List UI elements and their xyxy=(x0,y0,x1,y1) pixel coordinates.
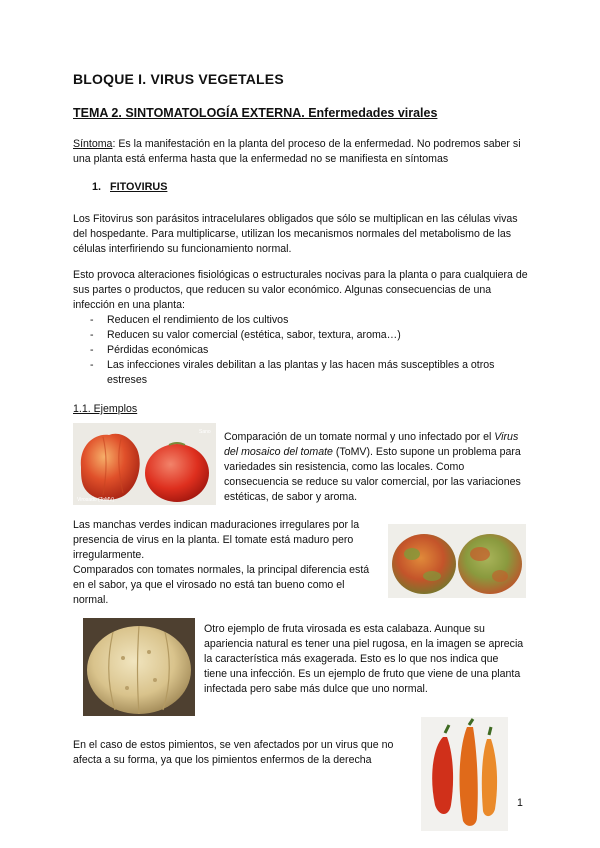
consequences-list xyxy=(73,313,533,388)
tomato-illustration xyxy=(73,423,216,505)
tomato-text-part1: Comparación de un tomate normal y uno infectado por el xyxy=(224,431,495,443)
peppers-illustration xyxy=(421,717,508,831)
list-item xyxy=(73,313,533,328)
topic-title: TEMA 2. SINTOMATOLOGÍA EXTERNA. Enfermedades virales xyxy=(73,106,438,120)
sintoma-text: : Es la manifestación en la planta del proceso de la enfermedad. No podremos saber si una planta está enferma hasta que la enfermedad no se manifiesta en síntomas xyxy=(73,138,521,165)
bullet-marker: - xyxy=(90,359,94,371)
list-item xyxy=(73,358,533,388)
tomato-sano-label: Sano xyxy=(199,429,211,435)
subsection-ejemplos: 1.1. Ejemplos xyxy=(73,403,138,415)
tomato-description xyxy=(224,430,524,505)
pumpkin-illustration xyxy=(83,618,195,716)
document-heading: BLOQUE I. VIRUS VEGETALES xyxy=(73,71,284,87)
list-item xyxy=(73,328,533,343)
section-title: FITOVIRUS xyxy=(110,181,168,193)
list-item-text: Reducen su valor comercial (estética, sabor, textura, aroma…) xyxy=(107,329,401,341)
manchas-text: Las manchas verdes indican maduraciones irregulares por la presencia de virus en la planta. El tomate está maduro pero irregularmente. xyxy=(73,519,360,561)
pimientos-paragraph: En el caso de estos pimientos, se ven afectados por un virus que no afecta a su forma, ya que los pimientos enfermos de la derecha xyxy=(73,739,394,766)
virus-name: Virus del mosaico del tomate xyxy=(224,431,519,458)
manchas-paragraph xyxy=(73,518,378,608)
comparados-text: Comparados con tomates normales, la principal diferencia está en el sabor, ya que el virosado no está tan bueno como el normal. xyxy=(73,564,370,606)
consequences-intro: Esto provoca alteraciones fisiológicas o estructurales nocivas para la planta o para cualquiera de sus partes o productos, que reducen su valor económico. Algunas consecuencias de una infección en una planta: xyxy=(73,269,528,311)
section-number: 1. xyxy=(92,181,102,193)
list-item-text: Pérdidas económicas xyxy=(107,344,209,356)
spotted-tomato-illustration xyxy=(388,524,526,598)
green-spotted-tomatoes-image xyxy=(388,524,526,598)
tomato-text-part2: (ToMV). Esto supone un problema para variedades sin resistencia, como las locales. Como consecuencia se reduce su valor comercial, por las variaciones estéticas, de sabor y aroma. xyxy=(224,446,521,503)
sintoma-term: Síntoma xyxy=(73,138,113,150)
calabaza-paragraph: Otro ejemplo de fruta virosada es esta calabaza. Aunque su apariencia natural es tener una piel rugosa, en la imagen se aprecia la característica más exagerada. Esto es lo que nos indica que tiene una infección. Es un ejemplo de fruto que viene de una planta infectada pero sabe más dulce que uno normal. xyxy=(204,623,524,695)
tomato-virosado-label: Virosado (ToMV) xyxy=(77,497,115,503)
sintoma-definition xyxy=(73,137,528,167)
bullet-marker: - xyxy=(90,344,94,356)
list-item xyxy=(73,343,533,358)
list-item-text: Reducen el rendimiento de los cultivos xyxy=(107,314,289,326)
pumpkin-image xyxy=(83,618,195,716)
page-number: 1 xyxy=(517,797,523,809)
fitovirus-paragraph: Los Fitovirus son parásitos intracelulares obligados que sólo se multiplican en las células vivas del hospedante. Para multiplicarse, utilizan los mecanismos normales del metabolismo de las células interfiriendo su funcionamiento normal. xyxy=(73,213,518,255)
peppers-image xyxy=(421,717,508,831)
list-item-text: Las infecciones virales debilitan a las plantas y las hacen más susceptibles a otros estreses xyxy=(107,359,495,386)
bullet-marker: - xyxy=(90,314,94,326)
tomato-comparison-image xyxy=(73,423,216,505)
section-heading-fitovirus xyxy=(92,181,167,193)
bullet-marker: - xyxy=(90,329,94,341)
